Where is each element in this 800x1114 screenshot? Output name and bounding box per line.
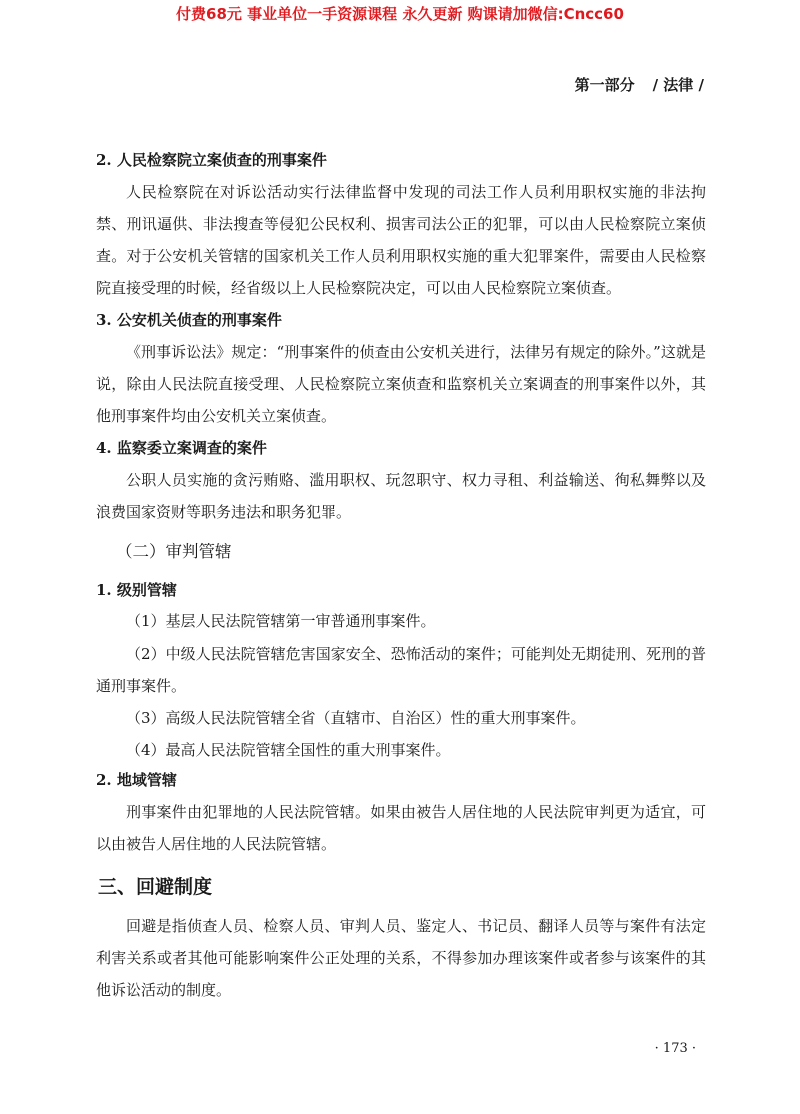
section-title-level-jurisdiction: 1. 级别管辖 [96,581,177,599]
section-title-procuratorate: 2. 人民检察院立案侦查的刑事案件 [96,151,327,169]
paragraph-regional-jurisdiction: 刑事案件由犯罪地的人民法院管辖。如果由被告人居住地的人民法院审判更为适宜，可以由被告人居住地的人民法院管辖。 [96,803,706,853]
running-header [575,75,704,95]
header-section: / 法律 / [652,76,704,94]
heading-recusal-system: 三、回避制度 [98,876,213,898]
heading-trial-jurisdiction: （二）审判管辖 [116,542,232,561]
section-title-regional-jurisdiction: 2. 地域管辖 [96,771,177,789]
list-item: （2）中级人民法院管辖危害国家安全、恐怖活动的案件；可能判处无期徒刑、死刑的普通刑事案件。 [96,645,706,695]
list-item: （3）高级人民法院管辖全省（直辖市、自治区）性的重大刑事案件。 [126,709,586,727]
watermark-banner: 付费68元 事业单位一手资源课程 永久更新 购课请加微信:Cncc60 [176,5,624,23]
list-item: （4）最高人民法院管辖全国性的重大刑事案件。 [126,741,451,759]
paragraph-supervision: 公职人员实施的贪污贿赂、滥用职权、玩忽职守、权力寻租、利益输送、徇私舞弊以及浪费国家资财等职务违法和职务犯罪。 [96,471,706,521]
paragraph-police: 《刑事诉讼法》规定：“刑事案件的侦查由公安机关进行，法律另有规定的除外。”这就是说，除由人民法院直接受理、人民检察院立案侦查和监察机关立案调查的刑事案件以外，其他刑事案件均由公安机关立案侦查。 [96,343,706,425]
section-title-supervision: 4. 监察委立案调查的案件 [96,439,267,457]
paragraph-procuratorate: 人民检察院在对诉讼活动实行法律监督中发现的司法工作人员利用职权实施的非法拘禁、刑讯逼供、非法搜查等侵犯公民权利、损害司法公正的犯罪，可以由人民检察院立案侦查。对于公安机关管辖的国家机关工作人员利用职权实施的重大犯罪案件，需要由人民检察院直接受理的时候，经省级以上人民检察院决定，可以由人民检察院立案侦查。 [96,183,706,297]
page-number: · 173 · [654,1041,696,1056]
list-item: （1）基层人民法院管辖第一审普通刑事案件。 [126,612,436,630]
paragraph-recusal: 回避是指侦查人员、检察人员、审判人员、鉴定人、书记员、翻译人员等与案件有法定利害关系或者其他可能影响案件公正处理的关系，不得参加办理该案件或者参与该案件的其他诉讼活动的制度。 [96,917,706,999]
header-part: 第一部分 [574,76,635,94]
section-title-police: 3. 公安机关侦查的刑事案件 [96,311,282,329]
